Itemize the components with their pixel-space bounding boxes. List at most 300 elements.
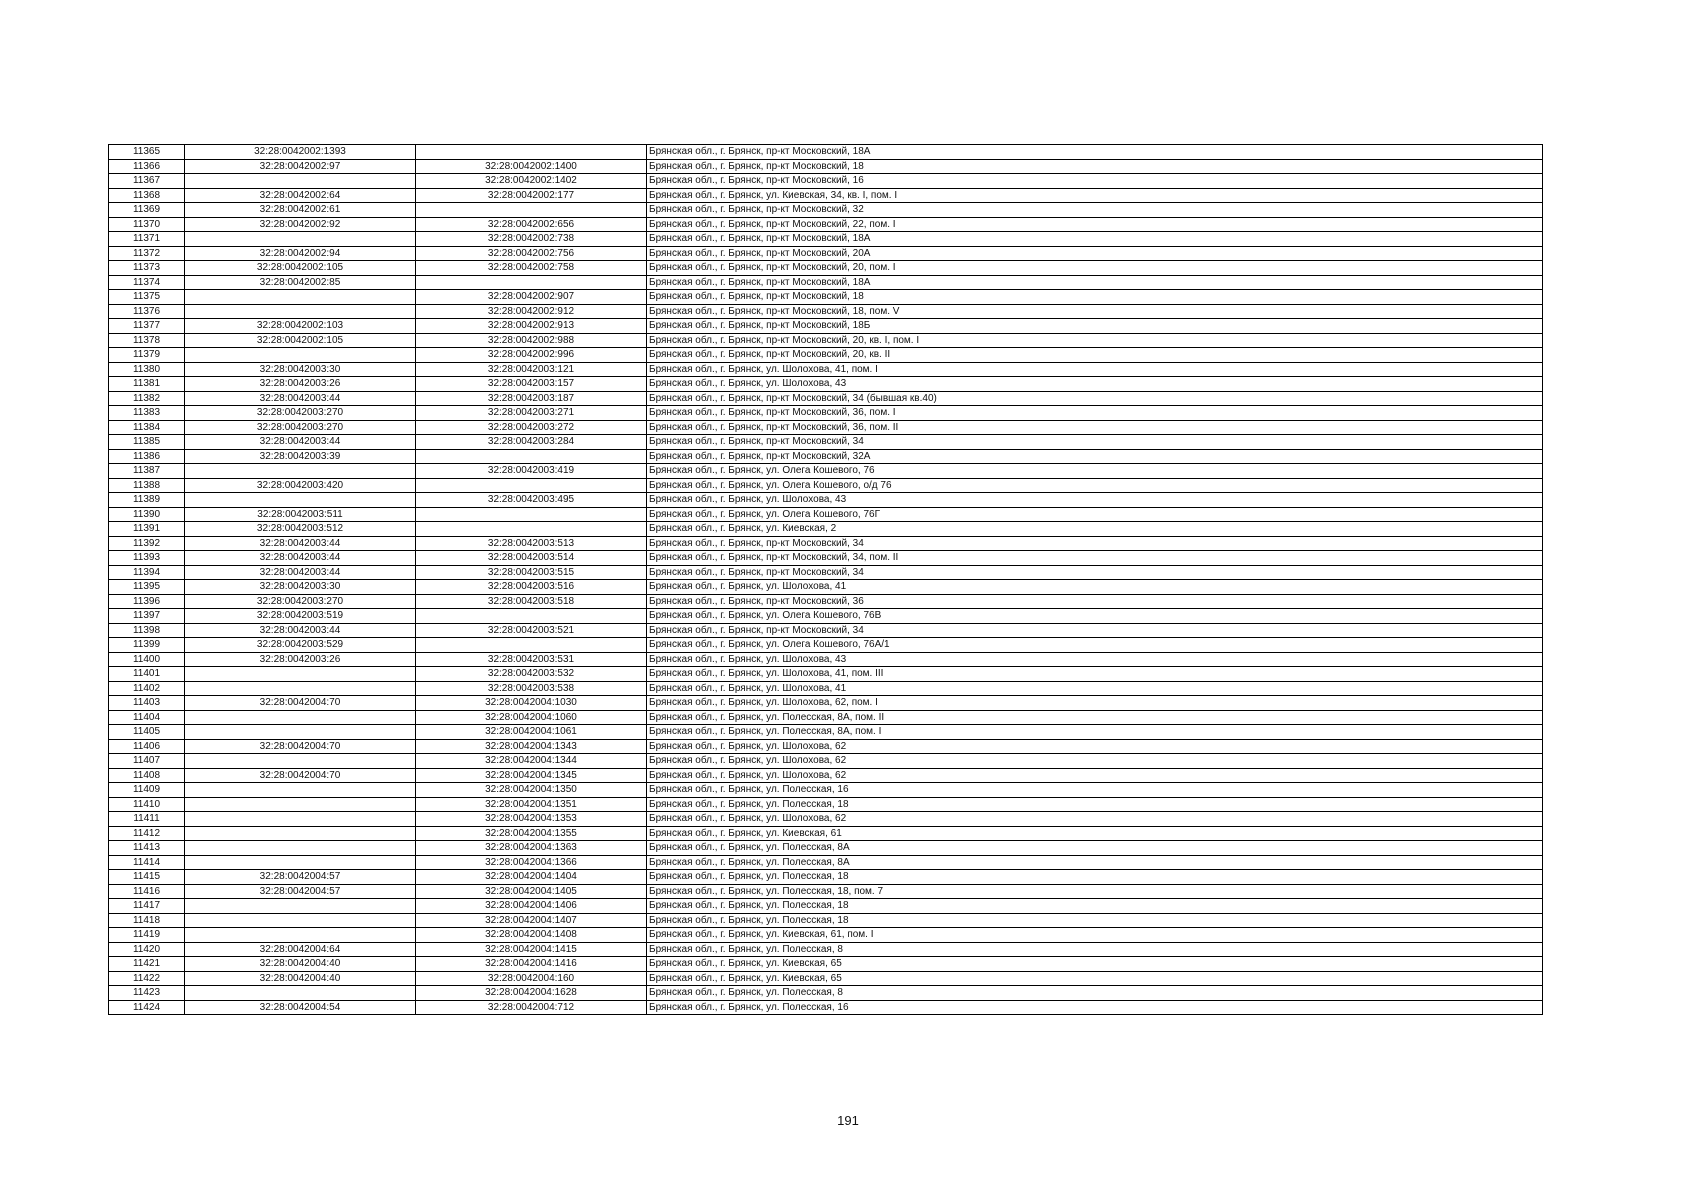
table-row xyxy=(109,681,1543,696)
object-cadastral-number-cell: 32:28:0042004:1355 xyxy=(416,826,647,841)
row-number-cell: 11388 xyxy=(109,478,185,493)
registry-table-body xyxy=(109,145,1543,1015)
row-number-cell: 11386 xyxy=(109,449,185,464)
table-row xyxy=(109,928,1543,943)
cadastral-number-cell: 32:28:0042003:26 xyxy=(185,377,416,392)
table-row xyxy=(109,638,1543,653)
row-number-cell: 11383 xyxy=(109,406,185,421)
object-cadastral-number-cell: 32:28:0042004:1350 xyxy=(416,783,647,798)
cadastral-number-cell xyxy=(185,913,416,928)
row-number-cell: 11409 xyxy=(109,783,185,798)
object-cadastral-number-cell: 32:28:0042003:157 xyxy=(416,377,647,392)
object-cadastral-number-cell: 32:28:0042002:912 xyxy=(416,304,647,319)
table-row xyxy=(109,493,1543,508)
cadastral-number-cell: 32:28:0042002:97 xyxy=(185,159,416,174)
object-cadastral-number-cell: 32:28:0042003:187 xyxy=(416,391,647,406)
address-cell: Брянская обл., г. Брянск, пр-кт Московский, 32 xyxy=(647,203,1543,218)
cadastral-number-cell: 32:28:0042004:70 xyxy=(185,768,416,783)
address-cell: Брянская обл., г. Брянск, ул. Шолохова, 62 xyxy=(647,812,1543,827)
cadastral-number-cell xyxy=(185,304,416,319)
row-number-cell: 11400 xyxy=(109,652,185,667)
object-cadastral-number-cell: 32:28:0042002:756 xyxy=(416,246,647,261)
row-number-cell: 11394 xyxy=(109,565,185,580)
row-number-cell: 11390 xyxy=(109,507,185,522)
row-number-cell: 11385 xyxy=(109,435,185,450)
cadastral-number-cell: 32:28:0042003:30 xyxy=(185,362,416,377)
object-cadastral-number-cell: 32:28:0042004:1353 xyxy=(416,812,647,827)
object-cadastral-number-cell: 32:28:0042003:284 xyxy=(416,435,647,450)
address-cell: Брянская обл., г. Брянск, ул. Шолохова, 41 xyxy=(647,681,1543,696)
object-cadastral-number-cell: 32:28:0042002:738 xyxy=(416,232,647,247)
row-number-cell: 11396 xyxy=(109,594,185,609)
object-cadastral-number-cell: 32:28:0042002:177 xyxy=(416,188,647,203)
address-cell: Брянская обл., г. Брянск, ул. Киевская, 61 xyxy=(647,826,1543,841)
registry-table xyxy=(108,144,1543,1015)
cadastral-number-cell: 32:28:0042003:39 xyxy=(185,449,416,464)
row-number-cell: 11384 xyxy=(109,420,185,435)
object-cadastral-number-cell: 32:28:0042003:495 xyxy=(416,493,647,508)
address-cell: Брянская обл., г. Брянск, пр-кт Московский, 16 xyxy=(647,174,1543,189)
table-row xyxy=(109,710,1543,725)
table-row xyxy=(109,290,1543,305)
cadastral-number-cell: 32:28:0042004:57 xyxy=(185,870,416,885)
table-row xyxy=(109,159,1543,174)
row-number-cell: 11379 xyxy=(109,348,185,363)
table-row xyxy=(109,304,1543,319)
address-cell: Брянская обл., г. Брянск, ул. Полесская, 18 xyxy=(647,913,1543,928)
address-cell: Брянская обл., г. Брянск, пр-кт Московский, 36 xyxy=(647,594,1543,609)
table-row xyxy=(109,478,1543,493)
address-cell: Брянская обл., г. Брянск, ул. Полесская, 8А xyxy=(647,855,1543,870)
table-row xyxy=(109,725,1543,740)
address-cell: Брянская обл., г. Брянск, пр-кт Московский, 34 xyxy=(647,536,1543,551)
row-number-cell: 11398 xyxy=(109,623,185,638)
cadastral-number-cell: 32:28:0042003:512 xyxy=(185,522,416,537)
row-number-cell: 11407 xyxy=(109,754,185,769)
table-row xyxy=(109,275,1543,290)
cadastral-number-cell xyxy=(185,464,416,479)
object-cadastral-number-cell: 32:28:0042004:712 xyxy=(416,1000,647,1015)
row-number-cell: 11380 xyxy=(109,362,185,377)
address-cell: Брянская обл., г. Брянск, пр-кт Московский, 34 xyxy=(647,623,1543,638)
cadastral-number-cell: 32:28:0042004:40 xyxy=(185,957,416,972)
table-row xyxy=(109,420,1543,435)
table-row xyxy=(109,783,1543,798)
table-row xyxy=(109,652,1543,667)
row-number-cell: 11395 xyxy=(109,580,185,595)
cadastral-number-cell xyxy=(185,348,416,363)
object-cadastral-number-cell: 32:28:0042004:1404 xyxy=(416,870,647,885)
address-cell: Брянская обл., г. Брянск, ул. Полесская, 18 xyxy=(647,899,1543,914)
object-cadastral-number-cell: 32:28:0042004:1628 xyxy=(416,986,647,1001)
address-cell: Брянская обл., г. Брянск, ул. Шолохова, 41, пом. I xyxy=(647,362,1543,377)
object-cadastral-number-cell: 32:28:0042003:514 xyxy=(416,551,647,566)
table-row xyxy=(109,971,1543,986)
row-number-cell: 11422 xyxy=(109,971,185,986)
address-cell: Брянская обл., г. Брянск, ул. Полесская, 18, пом. 7 xyxy=(647,884,1543,899)
table-row xyxy=(109,217,1543,232)
object-cadastral-number-cell: 32:28:0042004:1416 xyxy=(416,957,647,972)
row-number-cell: 11365 xyxy=(109,145,185,160)
row-number-cell: 11377 xyxy=(109,319,185,334)
row-number-cell: 11370 xyxy=(109,217,185,232)
object-cadastral-number-cell: 32:28:0042002:996 xyxy=(416,348,647,363)
cadastral-number-cell: 32:28:0042003:26 xyxy=(185,652,416,667)
address-cell: Брянская обл., г. Брянск, ул. Шолохова, 62 xyxy=(647,754,1543,769)
row-number-cell: 11420 xyxy=(109,942,185,957)
cadastral-number-cell xyxy=(185,928,416,943)
row-number-cell: 11397 xyxy=(109,609,185,624)
object-cadastral-number-cell: 32:28:0042004:1344 xyxy=(416,754,647,769)
row-number-cell: 11375 xyxy=(109,290,185,305)
row-number-cell: 11411 xyxy=(109,812,185,827)
row-number-cell: 11382 xyxy=(109,391,185,406)
table-row xyxy=(109,899,1543,914)
row-number-cell: 11393 xyxy=(109,551,185,566)
row-number-cell: 11405 xyxy=(109,725,185,740)
address-cell: Брянская обл., г. Брянск, ул. Киевская, 2 xyxy=(647,522,1543,537)
cadastral-number-cell xyxy=(185,710,416,725)
table-row xyxy=(109,855,1543,870)
cadastral-number-cell xyxy=(185,290,416,305)
table-row xyxy=(109,261,1543,276)
table-row xyxy=(109,406,1543,421)
row-number-cell: 11417 xyxy=(109,899,185,914)
address-cell: Брянская обл., г. Брянск, пр-кт Московский, 34 xyxy=(647,565,1543,580)
address-cell: Брянская обл., г. Брянск, ул. Полесская, 16 xyxy=(647,1000,1543,1015)
object-cadastral-number-cell: 32:28:0042004:1407 xyxy=(416,913,647,928)
object-cadastral-number-cell: 32:28:0042003:516 xyxy=(416,580,647,595)
row-number-cell: 11371 xyxy=(109,232,185,247)
table-row xyxy=(109,551,1543,566)
table-row xyxy=(109,435,1543,450)
cadastral-number-cell xyxy=(185,232,416,247)
row-number-cell: 11414 xyxy=(109,855,185,870)
address-cell: Брянская обл., г. Брянск, ул. Киевская, 61, пом. I xyxy=(647,928,1543,943)
object-cadastral-number-cell: 32:28:0042002:913 xyxy=(416,319,647,334)
cadastral-number-cell: 32:28:0042003:519 xyxy=(185,609,416,624)
row-number-cell: 11392 xyxy=(109,536,185,551)
object-cadastral-number-cell: 32:28:0042004:1061 xyxy=(416,725,647,740)
table-row xyxy=(109,623,1543,638)
row-number-cell: 11367 xyxy=(109,174,185,189)
cadastral-number-cell xyxy=(185,725,416,740)
cadastral-number-cell: 32:28:0042002:64 xyxy=(185,188,416,203)
row-number-cell: 11421 xyxy=(109,957,185,972)
address-cell: Брянская обл., г. Брянск, ул. Шолохова, 62, пом. I xyxy=(647,696,1543,711)
table-row xyxy=(109,333,1543,348)
row-number-cell: 11389 xyxy=(109,493,185,508)
table-row xyxy=(109,696,1543,711)
row-number-cell: 11423 xyxy=(109,986,185,1001)
address-cell: Брянская обл., г. Брянск, пр-кт Московский, 36, пом. I xyxy=(647,406,1543,421)
table-row xyxy=(109,1000,1543,1015)
row-number-cell: 11410 xyxy=(109,797,185,812)
address-cell: Брянская обл., г. Брянск, ул. Шолохова, 62 xyxy=(647,768,1543,783)
table-row xyxy=(109,942,1543,957)
table-row xyxy=(109,145,1543,160)
table-row xyxy=(109,913,1543,928)
cadastral-number-cell: 32:28:0042004:54 xyxy=(185,1000,416,1015)
address-cell: Брянская обл., г. Брянск, пр-кт Московский, 34 xyxy=(647,435,1543,450)
address-cell: Брянская обл., г. Брянск, пр-кт Московский, 18 xyxy=(647,290,1543,305)
address-cell: Брянская обл., г. Брянск, ул. Полесская, 8 xyxy=(647,986,1543,1001)
table-row xyxy=(109,565,1543,580)
address-cell: Брянская обл., г. Брянск, ул. Полесская, 18 xyxy=(647,797,1543,812)
cadastral-number-cell: 32:28:0042003:270 xyxy=(185,594,416,609)
row-number-cell: 11401 xyxy=(109,667,185,682)
object-cadastral-number-cell xyxy=(416,522,647,537)
object-cadastral-number-cell: 32:28:0042003:532 xyxy=(416,667,647,682)
address-cell: Брянская обл., г. Брянск, ул. Олега Кошевого, 76 xyxy=(647,464,1543,479)
object-cadastral-number-cell: 32:28:0042003:272 xyxy=(416,420,647,435)
cadastral-number-cell xyxy=(185,841,416,856)
object-cadastral-number-cell: 32:28:0042004:1351 xyxy=(416,797,647,812)
cadastral-number-cell: 32:28:0042003:44 xyxy=(185,435,416,450)
address-cell: Брянская обл., г. Брянск, пр-кт Московский, 22, пом. I xyxy=(647,217,1543,232)
address-cell: Брянская обл., г. Брянск, пр-кт Московский, 20, кв. I, пом. I xyxy=(647,333,1543,348)
cadastral-number-cell: 32:28:0042003:511 xyxy=(185,507,416,522)
cadastral-number-cell: 32:28:0042003:270 xyxy=(185,406,416,421)
address-cell: Брянская обл., г. Брянск, ул. Олега Кошевого, о/д 76 xyxy=(647,478,1543,493)
cadastral-number-cell xyxy=(185,797,416,812)
row-number-cell: 11419 xyxy=(109,928,185,943)
table-row xyxy=(109,188,1543,203)
row-number-cell: 11404 xyxy=(109,710,185,725)
address-cell: Брянская обл., г. Брянск, ул. Шолохова, 43 xyxy=(647,377,1543,392)
object-cadastral-number-cell xyxy=(416,507,647,522)
address-cell: Брянская обл., г. Брянск, ул. Полесская, 8А, пом. I xyxy=(647,725,1543,740)
cadastral-number-cell: 32:28:0042004:57 xyxy=(185,884,416,899)
object-cadastral-number-cell: 32:28:0042004:160 xyxy=(416,971,647,986)
address-cell: Брянская обл., г. Брянск, ул. Полесская, 8А xyxy=(647,841,1543,856)
object-cadastral-number-cell: 32:28:0042003:271 xyxy=(416,406,647,421)
row-number-cell: 11424 xyxy=(109,1000,185,1015)
address-cell: Брянская обл., г. Брянск, ул. Полесская, 8 xyxy=(647,942,1543,957)
row-number-cell: 11387 xyxy=(109,464,185,479)
object-cadastral-number-cell: 32:28:0042003:513 xyxy=(416,536,647,551)
object-cadastral-number-cell: 32:28:0042003:419 xyxy=(416,464,647,479)
table-row xyxy=(109,609,1543,624)
table-row xyxy=(109,870,1543,885)
address-cell: Брянская обл., г. Брянск, пр-кт Московский, 34, пом. II xyxy=(647,551,1543,566)
cadastral-number-cell xyxy=(185,493,416,508)
object-cadastral-number-cell xyxy=(416,203,647,218)
object-cadastral-number-cell xyxy=(416,145,647,160)
cadastral-number-cell xyxy=(185,681,416,696)
table-row xyxy=(109,362,1543,377)
table-row xyxy=(109,348,1543,363)
address-cell: Брянская обл., г. Брянск, пр-кт Московский, 18А xyxy=(647,232,1543,247)
row-number-cell: 11373 xyxy=(109,261,185,276)
cadastral-number-cell xyxy=(185,174,416,189)
object-cadastral-number-cell xyxy=(416,275,647,290)
cadastral-number-cell: 32:28:0042002:92 xyxy=(185,217,416,232)
cadastral-number-cell: 32:28:0042004:70 xyxy=(185,739,416,754)
cadastral-number-cell xyxy=(185,899,416,914)
object-cadastral-number-cell: 32:28:0042003:121 xyxy=(416,362,647,377)
address-cell: Брянская обл., г. Брянск, ул. Киевская, 65 xyxy=(647,957,1543,972)
row-number-cell: 11374 xyxy=(109,275,185,290)
table-row xyxy=(109,768,1543,783)
address-cell: Брянская обл., г. Брянск, ул. Полесская, 8А, пом. II xyxy=(647,710,1543,725)
address-cell: Брянская обл., г. Брянск, ул. Полесская, 18 xyxy=(647,870,1543,885)
object-cadastral-number-cell: 32:28:0042004:1405 xyxy=(416,884,647,899)
row-number-cell: 11399 xyxy=(109,638,185,653)
cadastral-number-cell: 32:28:0042002:85 xyxy=(185,275,416,290)
table-row xyxy=(109,884,1543,899)
object-cadastral-number-cell: 32:28:0042004:1363 xyxy=(416,841,647,856)
table-row xyxy=(109,507,1543,522)
table-row xyxy=(109,667,1543,682)
row-number-cell: 11366 xyxy=(109,159,185,174)
address-cell: Брянская обл., г. Брянск, пр-кт Московский, 18А xyxy=(647,275,1543,290)
cadastral-number-cell: 32:28:0042003:44 xyxy=(185,551,416,566)
row-number-cell: 11368 xyxy=(109,188,185,203)
cadastral-number-cell: 32:28:0042003:44 xyxy=(185,623,416,638)
object-cadastral-number-cell: 32:28:0042003:531 xyxy=(416,652,647,667)
cadastral-number-cell: 32:28:0042003:44 xyxy=(185,391,416,406)
address-cell: Брянская обл., г. Брянск, пр-кт Московский, 20, кв. II xyxy=(647,348,1543,363)
cadastral-number-cell: 32:28:0042003:44 xyxy=(185,565,416,580)
object-cadastral-number-cell: 32:28:0042004:1415 xyxy=(416,942,647,957)
object-cadastral-number-cell: 32:28:0042003:538 xyxy=(416,681,647,696)
cadastral-number-cell xyxy=(185,986,416,1001)
address-cell: Брянская обл., г. Брянск, ул. Киевская, 65 xyxy=(647,971,1543,986)
cadastral-number-cell: 32:28:0042004:64 xyxy=(185,942,416,957)
table-row xyxy=(109,826,1543,841)
cadastral-number-cell xyxy=(185,667,416,682)
object-cadastral-number-cell xyxy=(416,609,647,624)
table-row xyxy=(109,449,1543,464)
table-row xyxy=(109,797,1543,812)
table-row xyxy=(109,203,1543,218)
table-row xyxy=(109,464,1543,479)
address-cell: Брянская обл., г. Брянск, пр-кт Московский, 18, пом. V xyxy=(647,304,1543,319)
cadastral-number-cell: 32:28:0042004:40 xyxy=(185,971,416,986)
object-cadastral-number-cell: 32:28:0042003:518 xyxy=(416,594,647,609)
address-cell: Брянская обл., г. Брянск, ул. Шолохова, 43 xyxy=(647,493,1543,508)
address-cell: Брянская обл., г. Брянск, ул. Шолохова, 41, пом. III xyxy=(647,667,1543,682)
cadastral-number-cell: 32:28:0042002:105 xyxy=(185,333,416,348)
cadastral-number-cell: 32:28:0042002:1393 xyxy=(185,145,416,160)
address-cell: Брянская обл., г. Брянск, ул. Шолохова, 43 xyxy=(647,652,1543,667)
table-row xyxy=(109,957,1543,972)
row-number-cell: 11391 xyxy=(109,522,185,537)
address-cell: Брянская обл., г. Брянск, ул. Шолохова, 41 xyxy=(647,580,1543,595)
object-cadastral-number-cell: 32:28:0042003:521 xyxy=(416,623,647,638)
address-cell: Брянская обл., г. Брянск, ул. Полесская, 16 xyxy=(647,783,1543,798)
object-cadastral-number-cell: 32:28:0042003:515 xyxy=(416,565,647,580)
address-cell: Брянская обл., г. Брянск, ул. Олега Кошевого, 76Г xyxy=(647,507,1543,522)
table-row xyxy=(109,594,1543,609)
object-cadastral-number-cell: 32:28:0042004:1030 xyxy=(416,696,647,711)
table-row xyxy=(109,812,1543,827)
cadastral-number-cell xyxy=(185,783,416,798)
row-number-cell: 11413 xyxy=(109,841,185,856)
cadastral-number-cell xyxy=(185,855,416,870)
cadastral-number-cell: 32:28:0042002:103 xyxy=(185,319,416,334)
row-number-cell: 11412 xyxy=(109,826,185,841)
address-cell: Брянская обл., г. Брянск, пр-кт Московский, 20А xyxy=(647,246,1543,261)
cadastral-number-cell: 32:28:0042002:61 xyxy=(185,203,416,218)
object-cadastral-number-cell: 32:28:0042002:1400 xyxy=(416,159,647,174)
address-cell: Брянская обл., г. Брянск, пр-кт Московский, 18Б xyxy=(647,319,1543,334)
cadastral-number-cell xyxy=(185,826,416,841)
row-number-cell: 11403 xyxy=(109,696,185,711)
table-row xyxy=(109,841,1543,856)
cadastral-number-cell xyxy=(185,812,416,827)
row-number-cell: 11408 xyxy=(109,768,185,783)
object-cadastral-number-cell: 32:28:0042002:907 xyxy=(416,290,647,305)
object-cadastral-number-cell: 32:28:0042002:656 xyxy=(416,217,647,232)
address-cell: Брянская обл., г. Брянск, пр-кт Московский, 34 (бывшая кв.40) xyxy=(647,391,1543,406)
cadastral-number-cell: 32:28:0042003:30 xyxy=(185,580,416,595)
table-row xyxy=(109,580,1543,595)
page-number: 191 xyxy=(837,1113,859,1128)
object-cadastral-number-cell xyxy=(416,638,647,653)
table-row xyxy=(109,391,1543,406)
table-row xyxy=(109,986,1543,1001)
object-cadastral-number-cell: 32:28:0042002:988 xyxy=(416,333,647,348)
table-row xyxy=(109,319,1543,334)
row-number-cell: 11381 xyxy=(109,377,185,392)
cadastral-number-cell: 32:28:0042002:94 xyxy=(185,246,416,261)
object-cadastral-number-cell: 32:28:0042004:1406 xyxy=(416,899,647,914)
row-number-cell: 11378 xyxy=(109,333,185,348)
object-cadastral-number-cell: 32:28:0042004:1408 xyxy=(416,928,647,943)
object-cadastral-number-cell xyxy=(416,449,647,464)
address-cell: Брянская обл., г. Брянск, ул. Шолохова, 62 xyxy=(647,739,1543,754)
table-row xyxy=(109,754,1543,769)
row-number-cell: 11369 xyxy=(109,203,185,218)
address-cell: Брянская обл., г. Брянск, пр-кт Московский, 18 xyxy=(647,159,1543,174)
address-cell: Брянская обл., г. Брянск, пр-кт Московский, 32А xyxy=(647,449,1543,464)
object-cadastral-number-cell: 32:28:0042002:758 xyxy=(416,261,647,276)
row-number-cell: 11372 xyxy=(109,246,185,261)
address-cell: Брянская обл., г. Брянск, пр-кт Московский, 20, пом. I xyxy=(647,261,1543,276)
table-row xyxy=(109,739,1543,754)
row-number-cell: 11406 xyxy=(109,739,185,754)
cadastral-number-cell: 32:28:0042003:420 xyxy=(185,478,416,493)
cadastral-number-cell: 32:28:0042004:70 xyxy=(185,696,416,711)
table-row xyxy=(109,174,1543,189)
row-number-cell: 11376 xyxy=(109,304,185,319)
row-number-cell: 11402 xyxy=(109,681,185,696)
cadastral-number-cell: 32:28:0042003:44 xyxy=(185,536,416,551)
object-cadastral-number-cell: 32:28:0042004:1366 xyxy=(416,855,647,870)
object-cadastral-number-cell: 32:28:0042002:1402 xyxy=(416,174,647,189)
table-row xyxy=(109,377,1543,392)
row-number-cell: 11415 xyxy=(109,870,185,885)
table-row xyxy=(109,536,1543,551)
cadastral-number-cell xyxy=(185,754,416,769)
address-cell: Брянская обл., г. Брянск, ул. Олега Кошевого, 76В xyxy=(647,609,1543,624)
address-cell: Брянская обл., г. Брянск, пр-кт Московский, 36, пом. II xyxy=(647,420,1543,435)
object-cadastral-number-cell: 32:28:0042004:1345 xyxy=(416,768,647,783)
cadastral-number-cell: 32:28:0042003:270 xyxy=(185,420,416,435)
cadastral-number-cell: 32:28:0042003:529 xyxy=(185,638,416,653)
address-cell: Брянская обл., г. Брянск, ул. Киевская, 34, кв. I, пом. I xyxy=(647,188,1543,203)
row-number-cell: 11418 xyxy=(109,913,185,928)
cadastral-number-cell: 32:28:0042002:105 xyxy=(185,261,416,276)
address-cell: Брянская обл., г. Брянск, пр-кт Московский, 18А xyxy=(647,145,1543,160)
address-cell: Брянская обл., г. Брянск, ул. Олега Кошевого, 76А/1 xyxy=(647,638,1543,653)
table-row xyxy=(109,522,1543,537)
table-row xyxy=(109,232,1543,247)
object-cadastral-number-cell xyxy=(416,478,647,493)
object-cadastral-number-cell: 32:28:0042004:1060 xyxy=(416,710,647,725)
